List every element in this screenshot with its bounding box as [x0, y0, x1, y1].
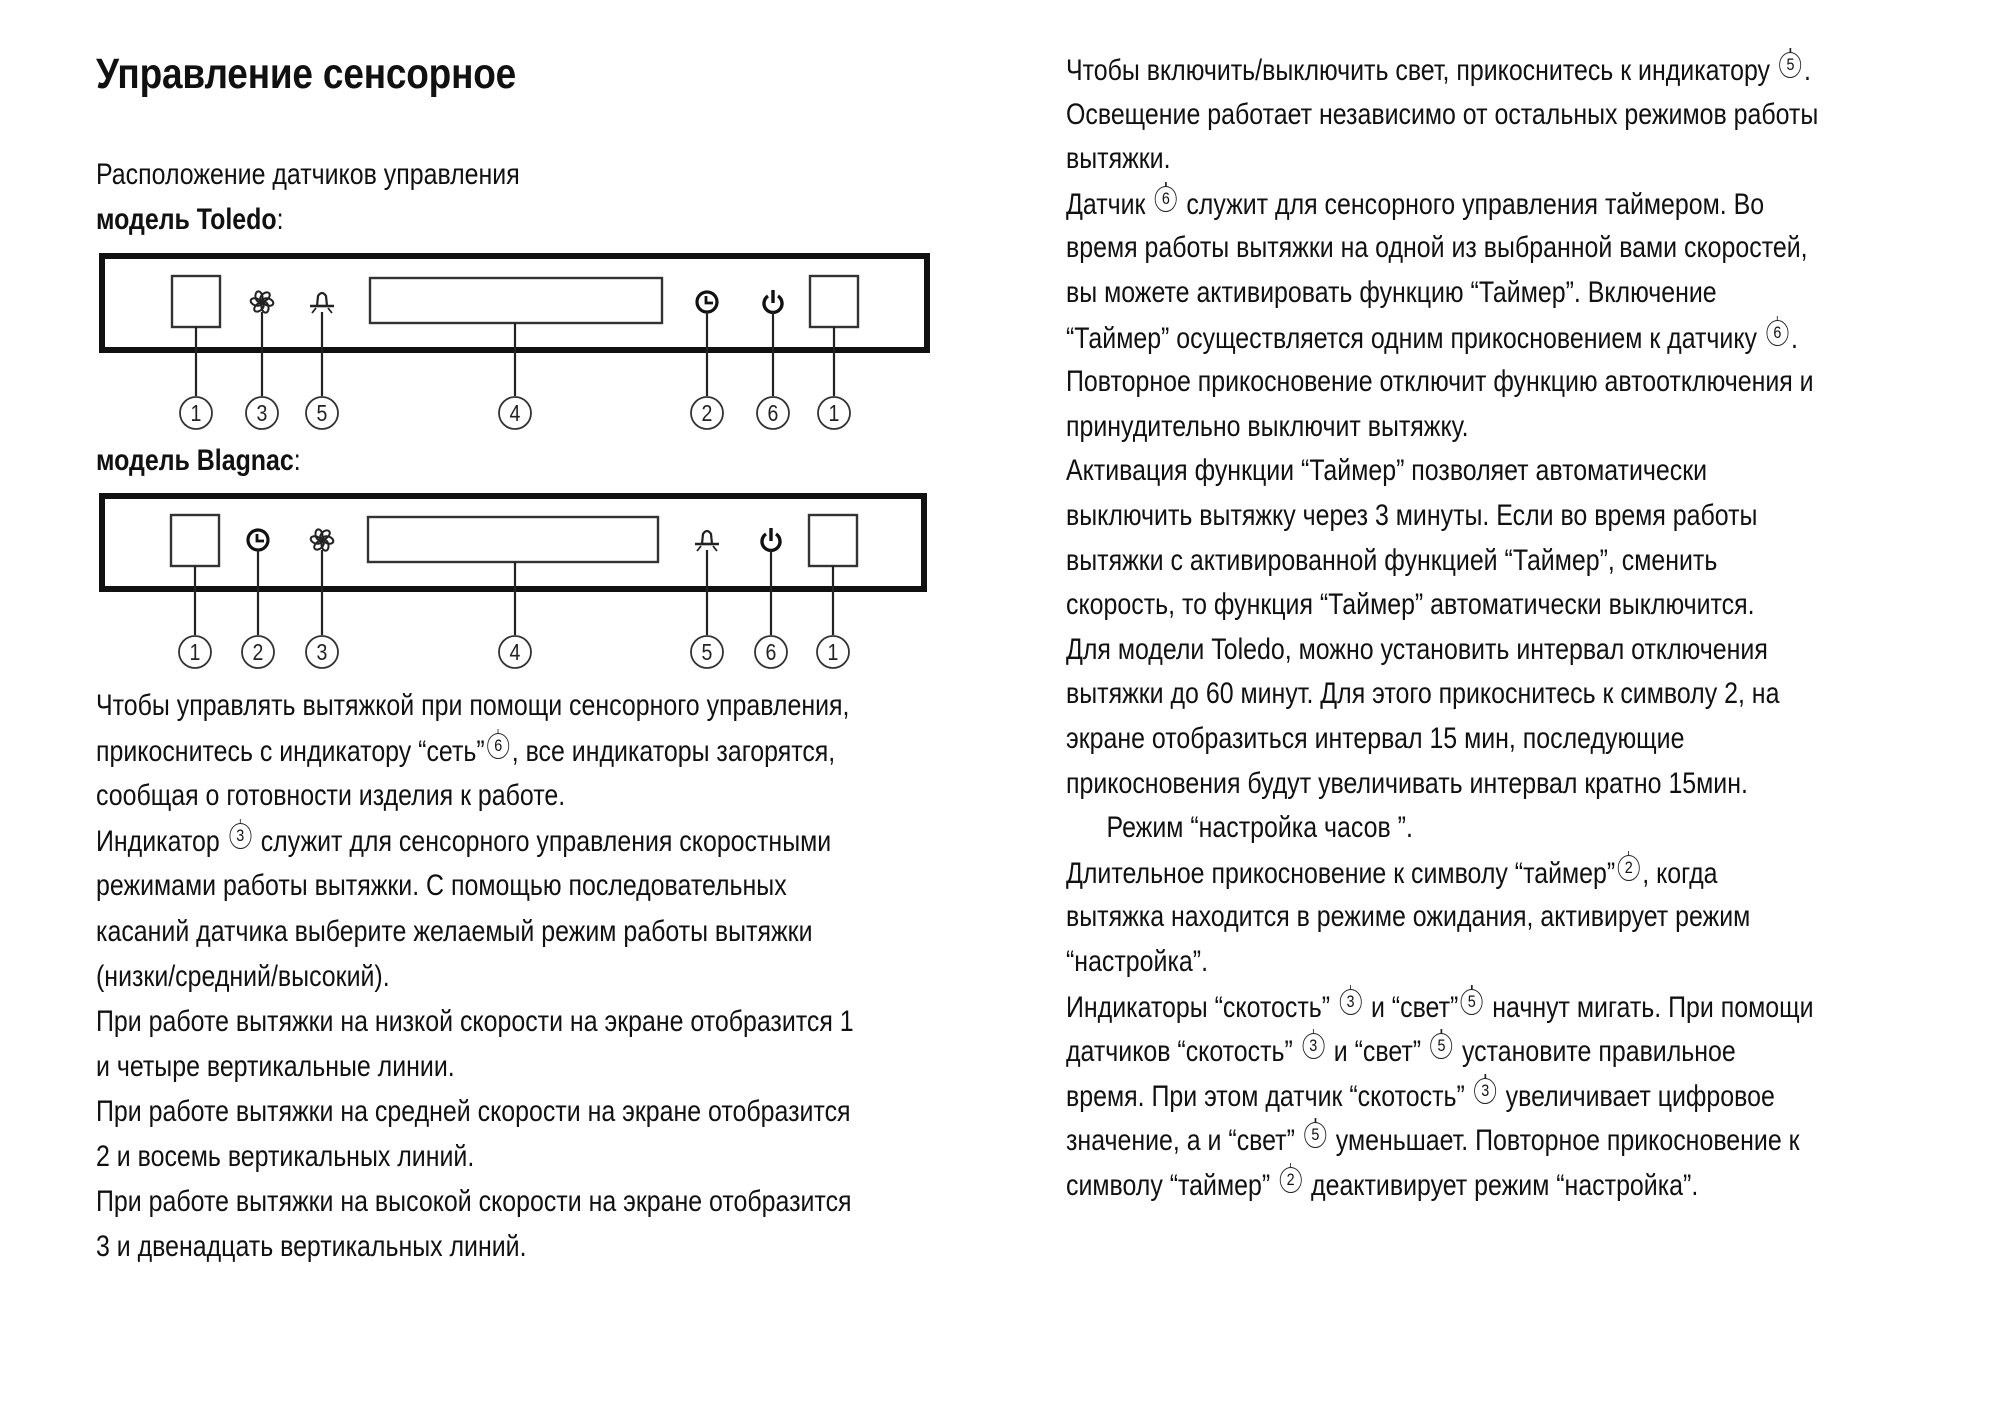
text-line	[1066, 676, 1779, 712]
text-segment: режимами работы вытяжки. С помощью последовательных	[96, 869, 787, 903]
text-line	[1066, 364, 1814, 400]
text-line	[1066, 97, 1818, 133]
text-line	[1066, 899, 1750, 935]
text-line	[1066, 409, 1469, 445]
text-segment: символу “таймер”	[1066, 1169, 1278, 1202]
circled-number-3-icon: 3	[1340, 989, 1362, 1015]
text-segment: и “свет”	[1326, 1035, 1429, 1069]
callout-number: 5	[316, 400, 328, 427]
text-segment: выключить вытяжку через 3 минуты. Если во время работы	[1066, 499, 1758, 532]
text-line	[1066, 1167, 1698, 1204]
text-line	[1066, 944, 1208, 980]
text-line	[1066, 141, 1171, 177]
circled-number-5-icon: 5	[1431, 1033, 1453, 1059]
text-segment: вытяжки.	[1066, 142, 1171, 176]
text-segment: , все индикаторы загорятся,	[511, 735, 836, 769]
light-icon	[695, 531, 719, 551]
text-segment: Повторное прикосновение отключит функцию автоотключения и	[1066, 365, 1814, 399]
circled-number-3-icon: 3	[1302, 1033, 1324, 1059]
model-label-colon: :	[293, 444, 301, 477]
callout-number: 1	[189, 639, 201, 666]
text-segment: вытяжки с активированной функцией “Таймер”, сменить	[1066, 543, 1718, 577]
text-segment: Чтобы включить/выключить свет, прикоснитесь к индикатору	[1066, 54, 1777, 87]
callout-number: 1	[827, 639, 839, 666]
callout-number: 4	[509, 639, 521, 666]
text-segment: Чтобы управлять вытяжкой при помощи сенсорного управления,	[96, 689, 850, 722]
text-line	[96, 733, 835, 770]
circled-number-5-icon: 5	[1304, 1122, 1326, 1148]
text-segment: принудительно выключит вытяжку.	[1066, 409, 1469, 443]
text-segment: При работе вытяжки на средней скорости на экране отобразится	[96, 1094, 851, 1128]
callout-number: 3	[256, 400, 268, 427]
circled-number-2-icon: 2	[1618, 855, 1640, 881]
circled-number-5-icon: 5	[1461, 989, 1483, 1015]
text-segment: При работе вытяжки на низкой скорости на экране отобразится 1	[96, 1004, 854, 1038]
text-segment: деактивирует режим “настройка”.	[1304, 1169, 1699, 1202]
text-line	[96, 1184, 852, 1220]
circled-number-2-icon: 2	[1280, 1167, 1302, 1193]
circled-number-6-icon: 6	[1766, 320, 1788, 346]
text-segment: касаний датчика выберите желаемый режим работы вытяжки	[96, 914, 813, 948]
circled-number-5-icon: 5	[1779, 52, 1801, 78]
text-line	[1066, 320, 1798, 357]
model-name: модель Blagnac	[96, 444, 294, 477]
text-segment: время. При этом датчик “скотость”	[1066, 1079, 1472, 1113]
callout-number: 2	[701, 400, 713, 427]
panel-frame	[102, 496, 924, 589]
text-segment: вы можете активировать функцию “Таймер”. Включение	[1066, 276, 1717, 309]
text-segment: “настройка”.	[1066, 945, 1209, 978]
circled-number-3-icon: 3	[1474, 1078, 1496, 1104]
text-line	[96, 1139, 474, 1175]
callout-number: 1	[190, 400, 202, 427]
text-segment: прикоснитесь с индикатору “сеть”	[96, 735, 485, 769]
text-segment: экране отобразиться интервал 15 мин, последующие	[1066, 722, 1685, 755]
text-line	[96, 778, 565, 814]
text-line	[1066, 587, 1755, 623]
text-segment: Индикаторы “скотость”	[1066, 990, 1337, 1024]
text-segment: Индикатор	[96, 825, 227, 859]
text-segment: Активация функции “Таймер” позволяет автоматически	[1066, 454, 1708, 488]
text-line	[96, 914, 813, 950]
callout-number: 3	[316, 639, 328, 666]
page-title: Управление сенсорное	[96, 50, 517, 98]
text-line	[1066, 1033, 1736, 1070]
callout-number: 6	[765, 639, 777, 666]
text-segment: уменьшает. Повторное прикосновение к	[1328, 1124, 1800, 1158]
text-segment: служит для сенсорного управления таймером. Во	[1179, 187, 1765, 221]
text-segment: Для модели Toledo, можно установить интервал отключения	[1066, 632, 1768, 666]
circled-number-3-icon: 3	[229, 823, 251, 849]
text-segment: прикосновения будут увеличивать интервал кратно 15мин.	[1066, 766, 1748, 800]
callout-number: 5	[701, 639, 713, 666]
text-line	[1066, 453, 1707, 489]
control-panel-diagram-blagnac	[0, 0, 1000, 680]
callout-number: 6	[767, 400, 779, 427]
text-segment: скорость, то функция “Таймер” автоматически выключится.	[1066, 588, 1755, 622]
text-line	[96, 823, 831, 860]
text-line	[1066, 632, 1768, 668]
text-line	[96, 1094, 851, 1130]
callout-number: 1	[828, 400, 840, 427]
clock-icon	[248, 530, 268, 550]
text-segment: начнут мигать. При помощи	[1485, 990, 1814, 1024]
model-name: модель Toledo	[96, 203, 277, 236]
display-window	[368, 517, 658, 562]
text-segment: .	[1790, 321, 1798, 355]
text-line	[1066, 810, 1413, 846]
text-segment: 3 и двенадцать вертикальных линий.	[96, 1230, 527, 1264]
text-segment: .	[1803, 54, 1811, 87]
text-segment: и четыре вертикальные линии.	[96, 1049, 455, 1083]
text-line	[1066, 766, 1748, 802]
text-segment: Освещение работает независимо от остальных режимов работы	[1066, 97, 1819, 131]
text-line	[1066, 52, 1811, 89]
text-segment: При работе вытяжки на высокой скорости на экране отобразится	[96, 1185, 852, 1219]
text-segment: время работы вытяжки на одной из выбранной вами скоростей,	[1066, 231, 1808, 265]
text-line	[1066, 855, 1718, 892]
text-line	[96, 1049, 455, 1085]
power-icon	[762, 528, 780, 550]
circled-number-6-icon: 6	[487, 733, 509, 759]
text-segment: Длительное прикосновение к символу “таймер”	[1066, 856, 1616, 890]
text-segment: установите правильное	[1455, 1035, 1736, 1069]
text-segment: Режим “настройка часов ”.	[1106, 811, 1413, 845]
text-line	[1066, 1078, 1775, 1115]
text-segment: сообщая о готовности изделия к работе.	[96, 779, 566, 813]
text-line	[96, 959, 390, 995]
text-segment: датчиков “скотость”	[1066, 1035, 1300, 1069]
text-segment: и “свет”	[1364, 990, 1459, 1024]
model-label-colon: :	[276, 203, 284, 236]
circled-number-6-icon: 6	[1155, 186, 1177, 212]
text-line	[96, 868, 787, 904]
text-line	[1066, 230, 1808, 266]
sensor-square	[809, 515, 857, 566]
text-segment: увеличивает цифровое	[1498, 1079, 1775, 1113]
text-segment: , когда	[1642, 856, 1718, 890]
text-line	[1066, 721, 1684, 757]
text-line	[1066, 498, 1757, 534]
text-segment: значение, а и “свет”	[1066, 1124, 1302, 1158]
sensor-square	[171, 515, 219, 566]
text-line	[96, 688, 849, 724]
text-line	[1066, 186, 1764, 223]
text-segment: Датчик	[1066, 187, 1153, 221]
text-segment: “Таймер” осуществляется одним прикосновением к датчику	[1066, 321, 1764, 355]
text-segment: 2 и восемь вертикальных линий.	[96, 1140, 475, 1173]
text-line	[1066, 275, 1717, 311]
text-segment: вытяжка находится в режиме ожидания, активирует режим	[1066, 900, 1751, 934]
text-segment: (низки/средний/высокий).	[96, 959, 390, 993]
text-segment: вытяжки до 60 минут. Для этого прикоснитесь к символу 2, на	[1066, 677, 1780, 711]
text-line	[1066, 543, 1717, 579]
fan-icon	[310, 529, 335, 552]
text-segment: служит для сенсорного управления скоростными	[253, 825, 832, 859]
text-line	[96, 1004, 854, 1040]
text-line	[96, 1229, 527, 1265]
callout-number: 2	[252, 639, 264, 666]
text-line	[1066, 1122, 1800, 1159]
subtitle: Расположение датчиков управления	[96, 158, 520, 191]
callout-number: 4	[509, 400, 521, 427]
text-line	[1066, 989, 1814, 1026]
